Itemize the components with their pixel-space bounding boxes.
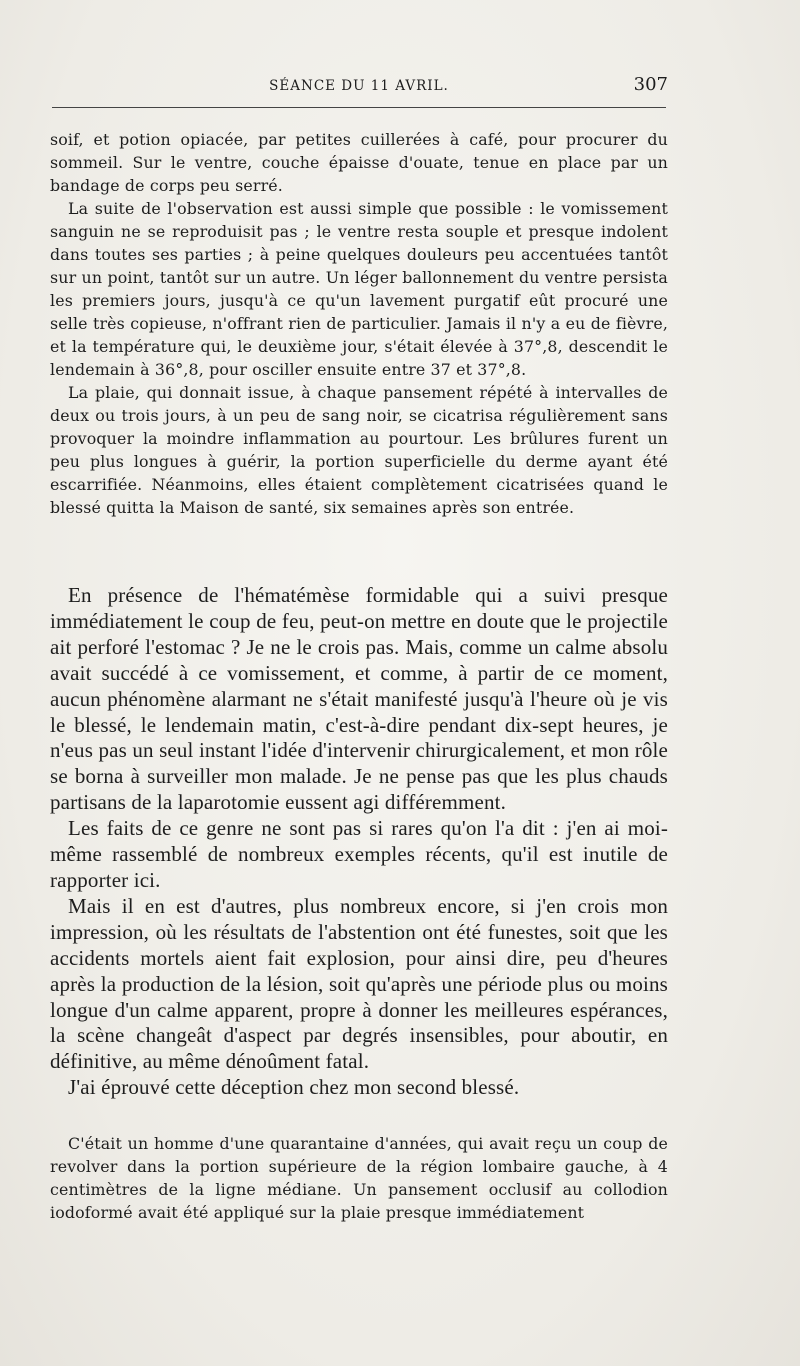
paragraph: La plaie, qui donnait issue, à chaque pansement répété à intervalles de deux ou trois jours, à un peu de sang noir, se cicatrisa régulièrement sans provoquer la moindre inflammation au pourtour. Les brûlures furent un peu plus longues à guérir, la portion superficielle du derme ayant été escarrifiée. Néanmoins, elles étaient complètement cicatrisées quand le blessé quitta la Maison de santé, six semaines après son entrée.: [50, 383, 668, 517]
paragraph: Les faits de ce genre ne sont pas si rares qu'on l'a dit : j'en ai moi-même rassemblé de nombreux exemples récents, qu'il est inutile de rapporter ici.: [50, 816, 668, 892]
page-header: [50, 74, 668, 100]
paragraph: Mais il en est d'autres, plus nombreux encore, si j'en crois mon impression, où les résultats de l'abstention ont été funestes, soit que les accidents mortels aient fait explosion, pour ainsi dire, peu d'heures après la production de la lésion, soit qu'après une période plus ou moins longue d'un calme apparent, propre à donner les meilleures espérances, la scène changeât d'aspect par degrés insensibles, pour aboutir, en définitive, au même dénoûment fatal.: [50, 893, 668, 1074]
header-rule: [52, 107, 666, 108]
page-number: 307: [633, 74, 668, 95]
discussion-text-block: [50, 583, 668, 1101]
second-case-text-block: [50, 1132, 668, 1224]
paragraph: C'était un homme d'une quarantaine d'années, qui avait reçu un coup de revolver dans la portion supérieure de la région lombaire gauche, à 4 centimètres de la ligne médiane. Un pansement occlusif au collodion iodoformé avait été appliqué sur la plaie presque immédiatement: [50, 1134, 668, 1222]
observation-text-block: [50, 128, 668, 519]
paragraph: La suite de l'observation est aussi simple que possible : le vomissement sanguin ne se reproduisit pas ; le ventre resta souple et presque indolent dans toutes ses parties ; à peine quelques douleurs peu accentuées tantôt sur un point, tantôt sur un autre. Un léger ballonnement du ventre persista les premiers jours, jusqu'à ce qu'un lavement purgatif eût procuré une selle très copieuse, n'offrant rien de particulier. Jamais il n'y a eu de fièvre, et la température qui, le deuxième jour, s'était élevée à 37°,8, descendit le lendemain à 36°,8, pour osciller ensuite entre 37 et 37°,8.: [50, 199, 668, 379]
running-head: SÉANCE DU 11 AVRIL.: [269, 78, 449, 94]
paragraph: soif, et potion opiacée, par petites cuillerées à café, pour procurer du sommeil. Sur le ventre, couche épaisse d'ouate, tenue en place par un bandage de corps peu serré.: [50, 130, 668, 195]
paragraph: J'ai éprouvé cette déception chez mon second blessé.: [68, 1075, 520, 1100]
paragraph: En présence de l'hématémèse formidable qui a suivi presque immédiatement le coup de feu, peut-on mettre en doute que le projectile ait perforé l'estomac ? Je ne le crois pas. Mais, comme un calme absolu avait succédé à ce vomissement, et comme, à partir de ce moment, aucun phénomène alarmant ne s'était manifesté jusqu'à l'heure où je vis le blessé, le lendemain matin, c'est-à-dire pendant dix-sept heures, je n'eus pas un seul instant l'idée d'intervenir chirurgicalement, et mon rôle se borna à surveiller mon malade. Je ne pense pas que les plus chauds partisans de la laparotomie eussent agi différemment.: [50, 583, 668, 815]
